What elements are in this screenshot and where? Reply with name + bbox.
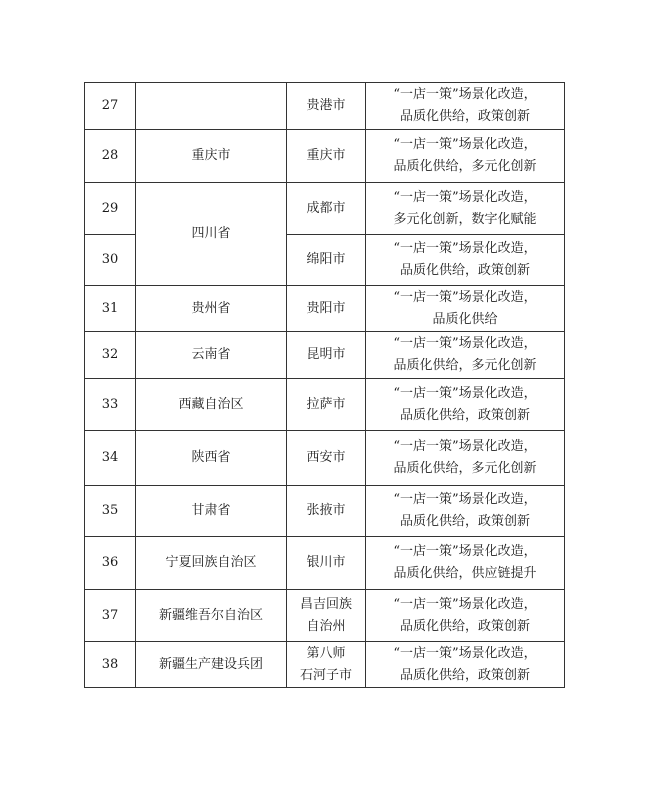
task-line: 品质化供给，政策创新: [399, 407, 530, 423]
province-cell: 新疆生产建设兵团: [136, 642, 287, 688]
task-line: 品质化供给，政策创新: [399, 618, 530, 634]
task-line: “一店一策”场景化改造，: [393, 596, 537, 612]
table-row: [85, 642, 565, 688]
table-row: [85, 431, 565, 486]
task-line: “一店一策”场景化改造，: [393, 189, 537, 205]
city-cell: [287, 537, 366, 590]
city-line: 昌吉回族: [299, 596, 352, 612]
city-line: 银川市: [306, 555, 346, 570]
table-row: [85, 332, 565, 379]
table-row: [85, 590, 565, 642]
row-number: 32: [85, 332, 136, 379]
row-number: 31: [85, 286, 136, 332]
pilot-city-table: [84, 82, 565, 688]
city-cell: [287, 379, 366, 431]
task-line: 品质化供给，政策创新: [399, 667, 530, 683]
row-number: 27: [85, 83, 136, 130]
province-cell: 重庆市: [136, 130, 287, 183]
city-line: 西安市: [306, 450, 346, 465]
province-cell: 陕西省: [136, 431, 287, 486]
task-line: “一店一策”场景化改造，: [393, 87, 537, 102]
task-line: 品质化供给，多元化创新: [393, 159, 537, 174]
task-line: “一店一策”场景化改造，: [393, 439, 537, 454]
task-line: 品质化供给，多元化创新: [393, 461, 537, 476]
city-line: 重庆市: [306, 148, 346, 163]
province-cell: [136, 83, 287, 130]
row-number: 36: [85, 537, 136, 590]
task-line: 品质化供给，供应链提升: [393, 566, 537, 581]
row-number: 38: [85, 642, 136, 688]
table-row: [85, 537, 565, 590]
city-line: 贵阳市: [306, 300, 346, 316]
task-cell: [366, 286, 565, 332]
task-cell: [366, 183, 565, 235]
task-line: 品质化供给，多元化创新: [393, 358, 537, 373]
task-line: 多元化创新，数字化赋能: [393, 211, 537, 227]
task-line: “一店一策”场景化改造，: [393, 492, 537, 507]
task-cell: [366, 590, 565, 642]
row-number: 35: [85, 486, 136, 537]
task-cell: [366, 431, 565, 486]
province-cell: 四川省: [136, 183, 287, 286]
city-line: 成都市: [306, 200, 346, 216]
city-cell: [287, 486, 366, 537]
task-cell: [366, 235, 565, 286]
task-line: “一店一策”场景化改造，: [393, 241, 537, 256]
task-line: “一店一策”场景化改造，: [393, 544, 537, 559]
city-cell: [287, 183, 366, 235]
task-line: 品质化供给，政策创新: [399, 263, 530, 278]
province-cell: 西藏自治区: [136, 379, 287, 431]
task-line: “一店一策”场景化改造，: [393, 289, 537, 305]
province-cell: 新疆维吾尔自治区: [136, 590, 287, 642]
province-cell: 宁夏回族自治区: [136, 537, 287, 590]
task-cell: [366, 332, 565, 379]
task-line: “一店一策”场景化改造，: [393, 137, 537, 152]
table-row: [85, 486, 565, 537]
city-line: 绵阳市: [306, 252, 346, 267]
task-cell: [366, 83, 565, 130]
row-number: 37: [85, 590, 136, 642]
city-cell: [287, 83, 366, 130]
task-cell: [366, 379, 565, 431]
task-line: “一店一策”场景化改造，: [393, 336, 537, 351]
table-row: [85, 130, 565, 183]
row-number: 33: [85, 379, 136, 431]
province-cell: 贵州省: [136, 286, 287, 332]
task-line: “一店一策”场景化改造，: [393, 645, 537, 661]
table-row: [85, 286, 565, 332]
city-line: 拉萨市: [306, 396, 346, 412]
city-cell: [287, 332, 366, 379]
task-line: 品质化供给，政策创新: [399, 514, 530, 529]
city-cell: [287, 286, 366, 332]
city-line: 石河子市: [299, 667, 352, 683]
table-row: [85, 183, 565, 235]
city-cell: [287, 130, 366, 183]
city-line: 自治州: [306, 618, 346, 634]
table-row: [85, 379, 565, 431]
task-cell: [366, 130, 565, 183]
province-cell: 云南省: [136, 332, 287, 379]
row-number: 29: [85, 183, 136, 235]
task-cell: [366, 486, 565, 537]
city-line: 昆明市: [306, 347, 346, 362]
city-line: 张掖市: [306, 503, 346, 518]
task-line: 品质化供给: [432, 311, 498, 327]
task-line: 品质化供给，政策创新: [399, 109, 530, 124]
city-cell: [287, 431, 366, 486]
row-number: 28: [85, 130, 136, 183]
table-row: [85, 83, 565, 130]
city-line: 贵港市: [306, 98, 346, 113]
province-cell: 甘肃省: [136, 486, 287, 537]
row-number: 34: [85, 431, 136, 486]
city-cell: [287, 235, 366, 286]
city-cell: [287, 642, 366, 688]
task-cell: [366, 642, 565, 688]
task-cell: [366, 537, 565, 590]
city-cell: [287, 590, 366, 642]
row-number: 30: [85, 235, 136, 286]
city-line: 第八师: [306, 645, 346, 661]
task-line: “一店一策”场景化改造，: [393, 385, 537, 401]
